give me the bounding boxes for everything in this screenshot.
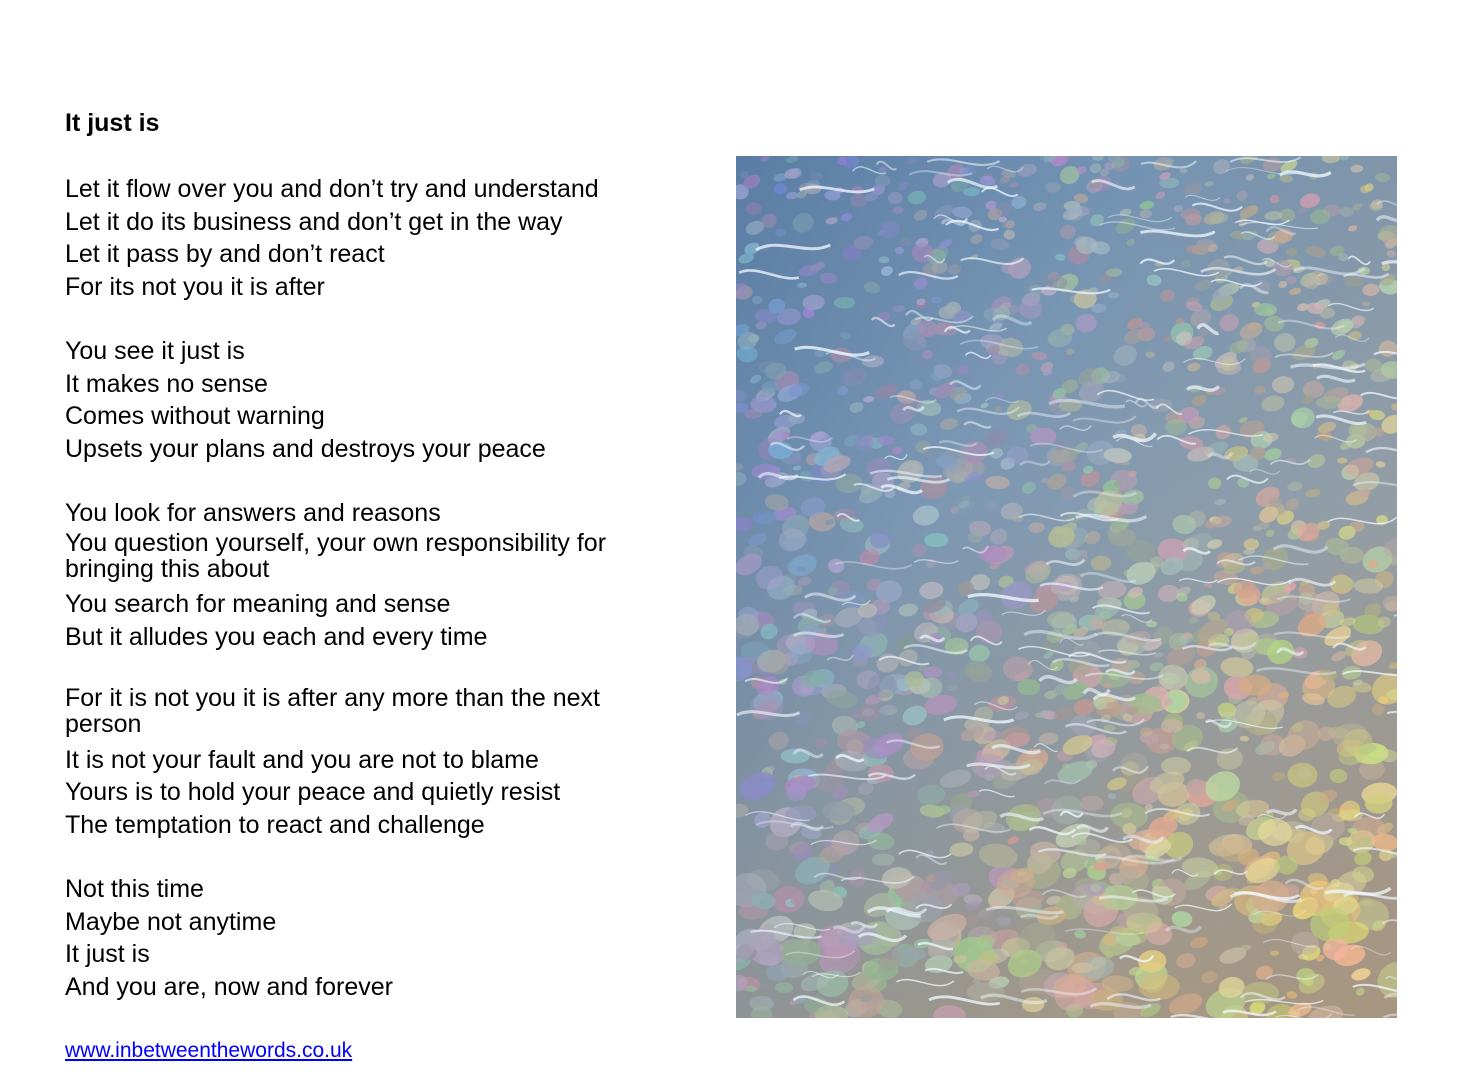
pebble [1017,679,1040,696]
pebble [814,350,825,358]
pebble [1196,712,1205,720]
pebble [1286,275,1297,284]
poem-line: You see it just is [65,337,245,365]
pebble [896,180,910,192]
pebble [949,494,977,519]
pebble [897,602,919,618]
water-ripple [927,159,999,165]
water-pebbles-photo [736,156,1397,1018]
pebble [895,247,905,255]
poem-line: And you are, now and forever [65,972,393,1001]
pebble [857,702,881,724]
pebble [1113,215,1138,237]
pebble [1339,253,1348,261]
pebble [995,915,1012,927]
pebble [1273,332,1297,354]
water-ripple [1020,461,1049,465]
water-ripple [1192,204,1242,211]
pebble [775,228,786,237]
pebble [952,205,973,219]
pebble [1161,360,1176,374]
water-ripple [737,712,800,716]
water-ripple [1383,1015,1397,1018]
pebble [907,158,918,164]
water-ripple [1179,579,1217,583]
pebble [947,671,957,679]
pebble [1362,301,1371,307]
water-ripple [1121,615,1152,623]
pebble [1322,156,1341,163]
pebble [813,359,835,376]
pebble [1186,362,1201,373]
poem-body [65,173,675,1035]
poem-title: It just is [65,109,160,137]
pebble [1284,496,1302,512]
pebble [877,218,902,241]
pebble [760,156,771,163]
pebble [1016,364,1029,376]
water-ripple [739,270,799,278]
pebble [1234,580,1257,598]
pebble [1003,229,1015,240]
website-link[interactable]: www.inbetweenthewords.co.uk [65,1039,353,1062]
water-ripple [1097,391,1154,401]
pebble [1347,635,1386,671]
pebble [994,405,1003,413]
pebble [1245,173,1255,182]
pebble [1139,973,1180,999]
pebble [1375,172,1391,182]
pebble [752,295,763,304]
pebble [933,1005,966,1018]
pebble [1006,835,1020,846]
water-ripple [1099,222,1175,230]
pebble [1350,966,1372,982]
pebble [1215,747,1244,771]
pebble [1235,189,1249,202]
pebble [947,685,959,692]
pebble [862,355,885,368]
pebble [1344,275,1364,288]
water-ripple [1377,216,1397,221]
pebble [775,982,794,994]
pebble [1032,201,1047,212]
water-ripple [885,454,908,459]
pebble [813,736,829,751]
stanza-4 [65,685,675,841]
poem-line: For it is not you it is after any more than the next person [65,684,600,738]
poem-line: Maybe not anytime [65,907,277,936]
poem-line: You search for meaning and sense [65,590,451,618]
pebble [924,532,948,547]
pebble [1073,698,1096,717]
poem-line: Yours is to hold your peace and quietly resist [65,778,561,806]
water-ripple [1073,416,1136,422]
stanza-3 [65,497,675,653]
water-ripple [1019,514,1074,520]
pebble [736,802,750,819]
pebble [1382,595,1397,613]
pebble [899,237,911,246]
pebble [1355,986,1367,997]
pebble [1258,819,1292,846]
pebble [1159,288,1176,303]
pebble [820,272,838,285]
pebble [827,558,845,574]
pebble [938,766,974,791]
water-ripple [1366,448,1397,457]
pebble [872,853,895,866]
pebble [863,395,875,403]
pebble [1378,340,1397,358]
water-ripple [1060,426,1092,431]
pebble [1340,207,1354,217]
water-ripple [1294,268,1365,274]
pebble [797,282,808,288]
pebble [985,500,998,510]
pebble [1296,302,1309,312]
pebble [922,350,933,360]
pebble [976,621,1002,644]
pebble [1362,283,1380,296]
pebble [836,385,848,396]
pebble [1214,498,1227,505]
pebble [1180,259,1191,269]
pebble [786,191,799,200]
pebble [1388,662,1397,670]
poem-line: Let it do its business and don’t get in the way [65,207,563,236]
pebble [939,417,959,432]
pebble [1286,248,1298,257]
pebble [1238,203,1261,221]
pebble [912,208,929,223]
pebble [736,389,747,402]
pebble [1139,200,1155,211]
pebble [985,475,1010,489]
pebble [873,381,900,402]
pebble [1386,250,1396,258]
pebble [850,193,867,208]
pebble [1175,951,1198,970]
stanza-2 [65,335,675,465]
poem-line: You look for answers and reasons [65,499,441,527]
pebble [1126,238,1136,247]
pebble [967,643,991,664]
pebble [1057,163,1083,188]
pebble [977,841,1019,871]
pebble [1269,195,1279,204]
poem-line: It makes no sense [65,369,268,398]
pebble [1208,477,1222,490]
pebble [1171,910,1194,928]
poem-line: Let it pass by and don’t react [65,240,385,268]
pebble [1391,403,1397,412]
pebble [840,365,869,390]
pebble [772,326,799,347]
pebble [736,516,753,532]
pebble [1045,182,1061,193]
pebble [1200,969,1219,985]
water-ripple [964,422,991,427]
water-ripple [914,560,958,564]
water-ripple [899,850,951,857]
water-ripple [1316,416,1366,424]
pebble [785,156,798,164]
poem-line: Not this time [65,875,204,903]
pebble [1002,655,1035,683]
pebble [892,305,906,313]
pebble [1339,156,1350,162]
pebble [911,503,941,528]
pebble [797,575,813,587]
pebble [1303,381,1324,398]
pebble [1350,164,1363,173]
pebble [1288,287,1302,296]
pebble [907,189,927,205]
pebble [1008,181,1019,188]
pebble [912,544,927,557]
pebble [1145,351,1155,358]
pebble [1286,991,1297,999]
pebble [749,373,763,385]
pebble [1154,190,1166,201]
water-ripple [827,655,853,660]
pebble [990,238,1009,251]
pebble [825,216,838,225]
pebble [949,842,974,858]
pebble [1211,157,1232,177]
pebble [1088,212,1106,229]
pebble [1270,951,1279,956]
photo-texture [736,156,1397,1018]
water-ripple [1040,677,1077,683]
pebble [1287,481,1303,492]
poem-line: Upsets your plans and destroys your peace [65,434,546,463]
pebble [910,423,927,436]
pebble [1179,168,1187,173]
pebble [1066,348,1075,355]
stanza-5 [65,873,675,1003]
pebble [878,167,887,173]
pebble [1080,795,1104,811]
pebble [1022,997,1045,1013]
poem-line: You question yourself, your own responsibility for bringing this about [65,528,607,583]
pebble [1190,393,1209,408]
pebble [1122,823,1136,835]
pebble [1127,540,1155,563]
pebble [1217,312,1241,334]
pebble [793,465,802,471]
pebble [875,175,891,187]
pebble [1204,180,1214,187]
poem-line: The temptation to react and challenge [65,810,485,839]
pebble [967,982,1005,1002]
pebble [1188,616,1199,625]
pebble [1193,277,1214,293]
pebble [1074,312,1098,334]
pebble [1146,274,1162,287]
pebble [736,472,747,487]
poem-line: Let it flow over you and don’t try and understand [65,175,599,203]
pebble [792,709,815,729]
pebble [1139,209,1152,219]
pebble [1330,649,1348,664]
stanza-1 [65,173,675,303]
pebble [1028,522,1045,533]
pebble [1271,375,1295,394]
pebble [1238,675,1272,696]
water-ripple [979,790,1015,797]
pebble [1240,736,1250,742]
pebble [880,264,895,277]
water-ripple [1348,256,1370,264]
poem-line: But it alludes you each and every time [65,622,488,651]
pebble [1329,768,1348,784]
pebble [745,202,763,216]
pebble [916,783,946,806]
pebble [1223,199,1231,204]
pebble [1090,555,1111,571]
pebble [918,474,950,502]
pebble [1265,528,1276,538]
pebble [878,256,889,263]
pebble [1264,315,1285,333]
pebble [1298,191,1321,210]
pebble [1260,394,1286,414]
water-ripple [1185,195,1220,200]
pebble [947,263,962,275]
pebble [834,297,855,309]
poem-line: It is not your fault and you are not to blame [65,745,539,774]
pebble [1203,583,1212,589]
pebble [931,296,942,303]
pebble [1330,348,1346,362]
pebble [839,211,853,223]
water-ripple [1394,615,1397,621]
pebble [1005,254,1035,282]
pebble [1347,224,1358,233]
pebble [839,331,852,339]
pebble [1253,385,1266,396]
poem-line: It just is [65,940,150,968]
water-ripple [982,188,1018,196]
pebble [1254,964,1274,982]
pebble [909,379,923,390]
water-ripple [1224,256,1267,264]
water-ripple [896,980,954,986]
pebble [1108,793,1117,799]
pebble [1108,292,1120,299]
pebble [1304,488,1321,499]
water-ripple [1361,393,1397,399]
pebble [1097,579,1128,601]
water-ripple [1387,712,1397,719]
pebble [1014,710,1030,721]
water-ripple [1140,231,1215,236]
pebble [1189,935,1209,950]
pebble [1249,566,1264,574]
pebble [1267,173,1276,180]
pebble [1272,772,1286,782]
pebble [1058,223,1078,242]
water-ripple [966,352,991,358]
pebble [969,232,984,245]
pebble [1004,397,1035,423]
pebble [892,447,902,455]
pebble [918,581,944,601]
pebble [893,206,904,214]
pebble [736,346,757,363]
pebble [773,183,787,195]
pebble [766,729,791,753]
pebble [1305,245,1327,259]
pebble [1074,929,1086,939]
pebble [736,767,780,805]
pebble [1157,584,1181,604]
water-ripple [1084,689,1109,694]
pebble [810,171,824,180]
pebble [957,365,969,375]
pebble [1301,273,1320,288]
poem-line: For its not you it is after [65,272,325,301]
pebble [1161,757,1191,775]
pebble [1031,351,1047,360]
pebble [1375,461,1385,468]
pebble [736,463,744,471]
pebble [1020,480,1038,497]
pebble [980,402,989,409]
poem-line: Comes without warning [65,402,325,430]
water-ripple [1317,376,1355,381]
pebble [848,401,864,415]
pebble [1337,458,1348,464]
pebble [888,192,903,205]
pebble [969,253,979,261]
pebble [912,275,930,292]
water-ripple [1249,469,1280,474]
pebble [789,209,817,236]
pebble [1110,341,1140,369]
pebble [863,281,881,295]
pebble [1092,156,1104,161]
pebble [1055,253,1066,261]
